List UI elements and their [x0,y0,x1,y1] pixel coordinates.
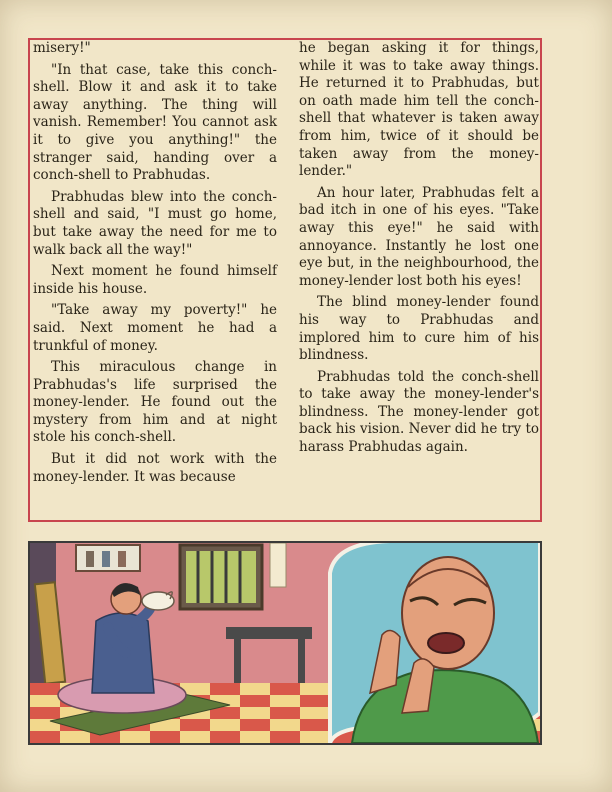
paragraph: Prabhudas blew into the conch-shell and said, "I must go home, but take away the need for me to walk back all the way!" [33,188,277,258]
story-left-column [33,40,277,490]
paragraph: This miraculous change in Prabhudas's life surprised the money-lender. He found out the mystery from him and at night stole his conch-shell. [33,359,277,446]
paragraph: The blind money-lender found his way to Prabhudas and implored him to cure him of his blindness. [299,294,539,364]
conch-shell-icon [142,592,174,610]
hanging-cloth [270,543,286,587]
story-right-column [299,40,539,461]
paragraph: But it did not work with the money-lender. It was because [33,451,277,485]
paragraph: Prabhudas told the conch-shell to take away the money-lender's blindness. The money-lender got back his vision. Never did he try to harass Prabhudas again. [299,368,539,456]
paragraph: "Take away my poverty!" he said. Next moment he had a trunkful of money. [33,302,277,354]
paragraph: "In that case, take this conch-shell. Blow it and ask it to take away anything. The thing will vanish. Remember! You cannot ask it to give you anything!" the stranger said, handing over a conch-shell to Prabhudas. [33,61,277,184]
paragraph: misery!" [33,40,91,56]
story-illustration [28,541,542,745]
paragraph: An hour later, Prabhudas felt a bad itch in one of his eyes. "Take away this eye!" he said with annoyance. Instantly he lost one eye but, in the neighbourhood, the money-lender lost both his eyes! [299,184,539,289]
barred-window [180,545,262,609]
paragraph: Next moment he found himself inside his house. [33,263,277,297]
paragraph: he began asking it for things, while it was to take away things. He returned it to Prabhudas, but on oath made him tell the conch-shell that whatever is taken away from him, twice of it should be taken away from the money-lender." [299,40,539,180]
